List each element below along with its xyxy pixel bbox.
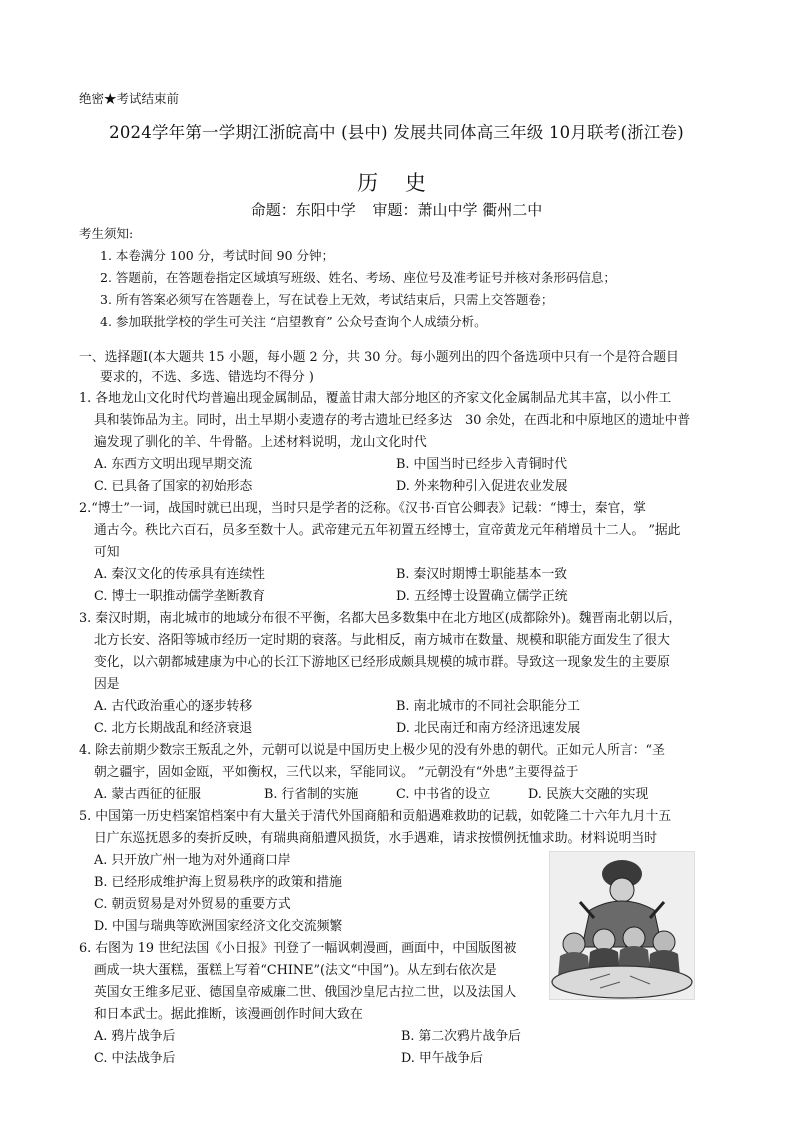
q2-option-b: B. 秦汉时期博士职能基本一致 (396, 567, 568, 582)
q4-option-d: D. 民族大交融的实现 (528, 787, 649, 802)
q1-option-a: A. 东西方文明出现早期交流 (94, 457, 253, 472)
q3-text: 北方长安、洛阳等城市经历一定时期的衰落。与此相反，南方城市在数量、规模和职能方面发生了很大 (94, 633, 670, 648)
authors-line (0, 199, 793, 220)
q2-option-c: C. 博士一职推动儒学垄断教育 (94, 589, 266, 604)
q3-option-b: B. 南北城市的不同社会职能分工 (396, 699, 580, 714)
q3-option-a: A. 古代政治重心的逐步转移 (94, 699, 253, 714)
q2-option-d: D. 五经博士设置确立儒学正统 (396, 589, 568, 604)
satirical-cartoon-image (549, 851, 695, 1000)
q5-option-d: D. 中国与瑞典等欧洲国家经济文化交流频繁 (94, 919, 343, 934)
notice-item: 2. 答题前，在答题卷指定区域填写班级、姓名、考场、座位号及准考证号并核对条形码信息； (100, 270, 616, 285)
cartoon-drawing (550, 852, 694, 999)
q6-text: 画成一块大蛋糕，蛋糕上写着“CHINE”(法文“中国”)。从左到右依次是 (94, 963, 497, 978)
q5-option-b: B. 已经形成维护海上贸易秩序的政策和措施 (94, 875, 342, 890)
q6-text: 英国女王维多尼亚、德国皇帝威廉二世、俄国沙皇尼古拉二世，以及法国人 (94, 985, 517, 1000)
q1-text: 具和装饰品为主。同时，出土早期小麦遗存的考古遗址已经多达 30 余处，在西北和中原地区的遗址中普 (94, 413, 691, 428)
section-heading-cont: 要求的，不选、多选、错选均不得分 ) (100, 370, 314, 385)
exam-title: 2024学年第一学期江浙皖高中 (县中) 发展共同体高三年级 10月联考(浙江卷) (109, 123, 684, 142)
q3-text: 3. 秦汉时期，南北城市的地域分布很不平衡，名都大邑多数集中在北方地区(成都除外)。魏晋南北朝以后， (79, 611, 682, 626)
q5-option-a: A. 只开放广州一地为对外通商口岸 (94, 853, 291, 868)
notice-item: 4. 参加联批学校的学生可关注 “启望教育” 公众号查询个人成绩分析。 (100, 314, 487, 329)
author-text: 命题：东阳中学 (250, 201, 356, 219)
q2-option-a: A. 秦汉文化的传承具有连续性 (94, 567, 265, 582)
q3-option-c: C. 北方长期战乱和经济衰退 (94, 721, 253, 736)
q5-text: 5. 中国第一历史档案馆档案中有大量关于清代外国商船和贡船遇难救助的记载，如乾隆二十六年九月十五 (79, 809, 672, 824)
q6-option-b: B. 第二次鸦片战争后 (401, 1029, 521, 1044)
q2-text: 可知 (94, 545, 120, 560)
q5-option-c: C. 朝贡贸易是对外贸易的重要方式 (94, 897, 291, 912)
q6-text: 6. 右图为 19 世纪法国《小日报》刊登了一幅讽刺漫画，画面中，中国版图被 (79, 941, 517, 956)
q6-option-a: A. 鸦片战争后 (94, 1029, 176, 1044)
q6-option-d: D. 甲午战争后 (401, 1051, 483, 1066)
q3-text: 因是 (94, 677, 120, 692)
notice-item: 3. 所有答案必须写在答题卷上，写在试卷上无效，考试结束后，只需上交答题卷； (100, 292, 554, 307)
q1-text: 1. 各地龙山文化时代均普遍出现金属制品，覆盖甘肃大部分地区的齐家文化金属制品尤其丰富，以小件工 (79, 391, 672, 406)
section-heading: 一、选择题Ⅰ(本大题共 15 小题，每小题 2 分，共 30 分。每小题列出的四个备选项中只有一个是符合题目 (79, 350, 679, 365)
q1-text: 遍发现了驯化的羊、牛骨骼。上述材料说明，龙山文化时代 (94, 435, 427, 450)
q2-text: 2.“博士”一词，战国时就已出现，当时只是学者的泛称。《汉书·百官公卿表》记载：“博士，秦官，掌 (79, 501, 646, 516)
q4-option-b: B. 行省制的实施 (264, 787, 359, 802)
q1-option-c: C. 已具备了国家的初始形态 (94, 479, 253, 494)
q4-option-c: C. 中书省的设立 (396, 787, 491, 802)
q4-text: 4. 除去前期少数宗王叛乱之外，元朝可以说是中国历史上极少见的没有外患的朝代。正如元人所言：“圣 (79, 743, 665, 758)
q1-option-b: B. 中国当时已经步入青铜时代 (396, 457, 568, 472)
reviewer-text: 审题：萧山中学 衢州二中 (372, 201, 543, 219)
q6-text: 和日本武士。据此推断，该漫画创作时间大致在 (94, 1007, 363, 1022)
q2-text: 通古今。秩比六百石，员多至数十人。武帝建元五年初置五经博士，宣帝黄龙元年稍增员十二人。 ”据此 (94, 523, 681, 538)
q6-option-c: C. 中法战争后 (94, 1051, 176, 1066)
q1-option-d: D. 外来物种引入促进农业发展 (396, 479, 568, 494)
confidential-label: 绝密★考试结束前 (79, 91, 180, 106)
q5-text: 日广东巡抚恩多的奏折反映，有瑞典商船遭风损货，水手遇难，请求按惯例抚恤求助。材料说明当时 (94, 831, 658, 846)
subject-title: 历 史 (357, 171, 436, 195)
q4-option-a: A. 蒙古西征的征服 (94, 787, 201, 802)
notice-heading: 考生须知: (79, 226, 134, 241)
q3-text: 变化，以六朝都城建康为中心的长江下游地区已经形成颇具规模的城市群。导致这一现象发生的主要原 (94, 655, 670, 670)
q3-option-d: D. 北民南迁和南方经济迅速发展 (396, 721, 581, 736)
q4-text: 朝之疆宇，固如金瓯，平如衡权，三代以来，罕能同议。 ”元朝没有“外患”主要得益于 (94, 765, 579, 780)
notice-item: 1. 本卷满分 100 分，考试时间 90 分钟； (100, 248, 335, 263)
